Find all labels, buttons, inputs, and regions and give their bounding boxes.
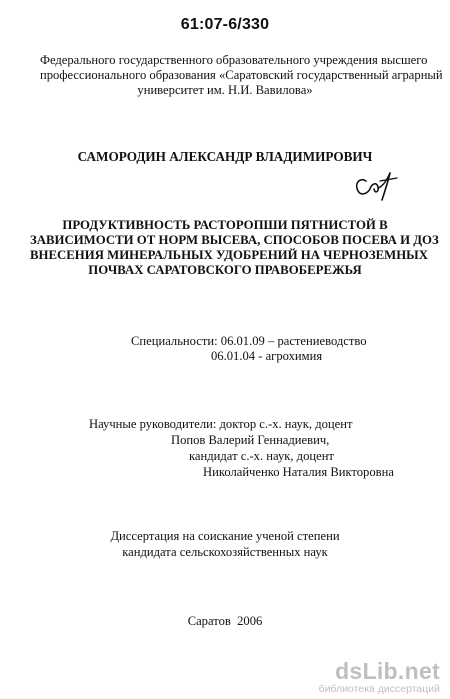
thesis-degree-line: кандидата сельскохозяйственных наук [122,545,328,559]
organization-line: профессионального образования «Саратовский государственный аграрный [40,68,443,82]
organization-line: университет им. Н.И. Вавилова» [137,83,313,97]
thesis-title [30,218,439,278]
title-line: ВНЕСЕНИЯ МИНЕРАЛЬНЫХ УДОБРЕНИЙ НА ЧЕРНОЗЕМНЫХ [30,248,428,262]
title-line: ЗАВИСИМОСТИ ОТ НОРМ ВЫСЕВА, СПОСОБОВ ПОСЕВА И ДОЗ [30,233,439,247]
specialty-line-1: Специальности: 06.01.09 – растениеводство [131,334,367,348]
title-line: ПОЧВАХ САРАТОВСКОГО ПРАВОБЕРЕЖЬЯ [88,263,362,277]
supervisors-line-1: Научные руководители: доктор с.-х. наук, доцент [89,417,353,431]
supervisors-line-2: Попов Валерий Геннадиевич, [171,433,330,447]
thesis-degree-line: Диссертация на соискание ученой степени [110,529,340,543]
handwritten-signature [352,167,402,201]
author-name: САМОРОДИН АЛЕКСАНДР ВЛАДИМИРОВИЧ [77,149,373,164]
organization-block [40,53,443,98]
watermark-logo: dsLib.net [335,658,440,684]
watermark [319,659,440,695]
thesis-degree [0,528,450,560]
place-and-year: Саратов 2006 [187,614,263,628]
organization-line: Федерального государственного образовательного учреждения высшего [40,53,428,67]
title-line: ПРОДУКТИВНОСТЬ РАСТОРОПШИ ПЯТНИСТОЙ В [62,218,388,232]
supervisors-line-4: Николайченко Наталия Викторовна [203,465,394,479]
supervisors-line-3: кандидат с.-х. наук, доцент [189,449,334,463]
specialty-line-2: 06.01.04 - агрохимия [211,349,323,363]
watermark-subtitle: библиотека диссертаций [318,683,440,695]
archive-code: 61:07-6/330 [180,16,270,33]
